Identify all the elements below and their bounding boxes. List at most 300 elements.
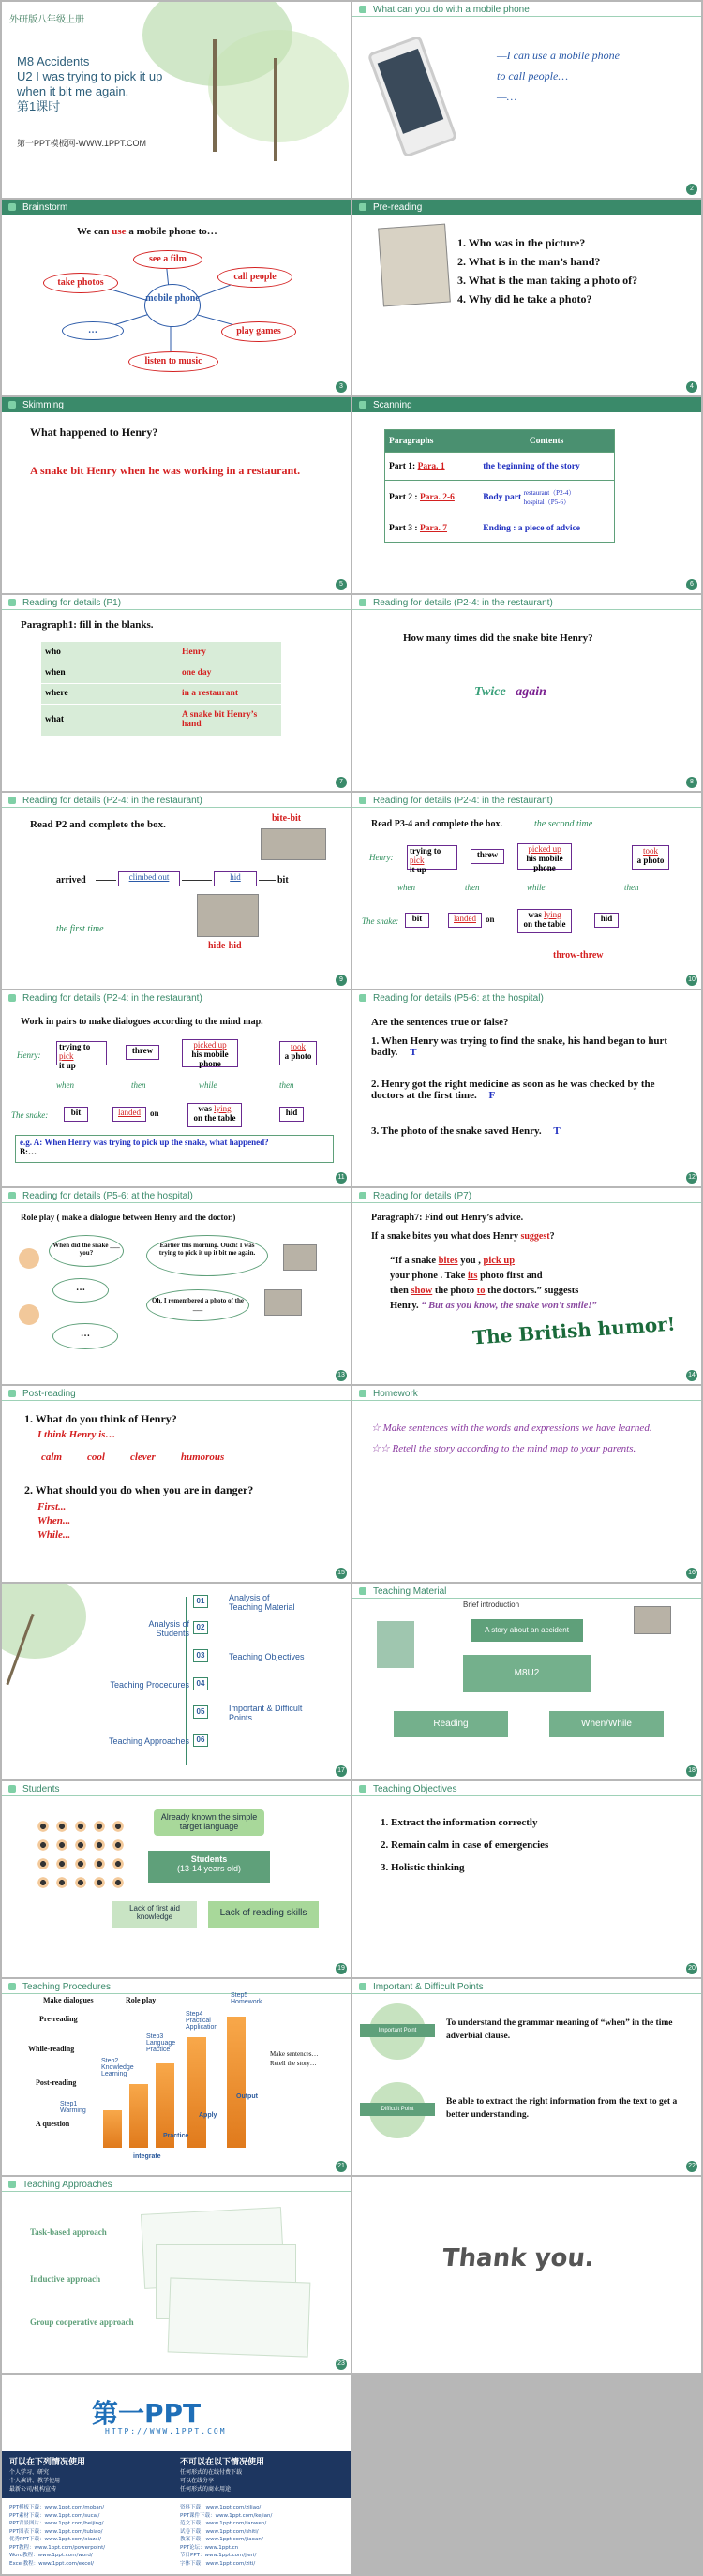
blank-took: took xyxy=(642,846,658,856)
slide-header: Students xyxy=(2,1781,351,1796)
row-value: in a restaurant xyxy=(182,689,238,698)
left-label-5: A question xyxy=(36,2120,70,2128)
man-photo xyxy=(378,224,451,307)
slide-title xyxy=(17,54,162,114)
page-number: 5 xyxy=(336,579,347,590)
homework-list xyxy=(371,1418,681,1459)
difficult-text: Be able to extract the right information from the text to get a better understanding. xyxy=(446,2097,678,2120)
blank-bites: bites xyxy=(438,1256,458,1266)
box-took-photo xyxy=(279,1041,317,1065)
prompt-part-1: We can xyxy=(77,226,112,237)
objective-3: 3. Holistic thinking xyxy=(381,1862,465,1873)
part-label: Part 1: xyxy=(389,461,416,471)
row-value: Henry xyxy=(182,647,206,657)
brief-intro: Brief introduction xyxy=(463,1601,520,1609)
statement-3: 3. The photo of the snake saved Henry. T xyxy=(371,1125,561,1137)
word-on: on xyxy=(150,1109,159,1118)
blank-climbed-out xyxy=(118,871,180,886)
box-hid: hid xyxy=(594,913,619,928)
question: What happened to Henry? xyxy=(30,425,158,439)
arrow xyxy=(259,880,276,881)
slide-header: Reading for details (P2-4: in the restaurant) xyxy=(352,595,701,610)
part-label: Part 2 : xyxy=(389,492,418,502)
num-05: 05 xyxy=(193,1705,208,1719)
part-range: Para. 2-6 xyxy=(419,492,455,502)
thank-you-text: Thank you. xyxy=(441,2244,596,2272)
slide-5-skimming xyxy=(2,397,351,593)
text-a-photo: a photo xyxy=(636,856,665,865)
num-02: 02 xyxy=(193,1621,208,1634)
row-label: when xyxy=(45,668,66,678)
ad-panel xyxy=(2,2375,351,2574)
label-then-2: then xyxy=(279,1080,294,1090)
slide-12-true-false xyxy=(352,990,701,1186)
col-header-contents: Contents xyxy=(529,436,564,446)
slide-4-prereading xyxy=(352,200,701,395)
slide-header: What can you do with a mobile phone xyxy=(352,2,701,17)
page-number: 13 xyxy=(336,1370,347,1381)
question-2: 2. What is in the man’s hand? xyxy=(457,255,601,268)
node-call-people: call people xyxy=(217,267,292,288)
blank-lying: lying xyxy=(214,1104,232,1113)
arrow xyxy=(182,880,212,881)
slide-header: Scanning xyxy=(352,397,701,412)
item-01: Analysis of Teaching Material xyxy=(229,1593,295,1612)
item-05: Important & Difficult Points xyxy=(229,1704,303,1722)
thumb-photo xyxy=(283,1244,317,1271)
books-image xyxy=(377,1621,414,1668)
adj-clever: clever xyxy=(129,1452,156,1463)
footer-credit: 第一PPT模板网-WWW.1PPT.COM xyxy=(17,139,146,148)
slide-8-times xyxy=(352,595,701,791)
answer-3: T xyxy=(553,1125,561,1137)
text-trying: trying to xyxy=(410,846,441,856)
blank-to: to xyxy=(476,1286,486,1296)
question: How many times did the snake bite Henry? xyxy=(403,633,593,644)
box-students xyxy=(148,1851,270,1883)
word-on: on xyxy=(486,915,495,924)
slide-14-advice xyxy=(352,1188,701,1384)
answer-again: again xyxy=(516,685,546,699)
page-number: 14 xyxy=(686,1370,697,1381)
slide-header: Important & Difficult Points xyxy=(352,1979,701,1994)
row-label: who xyxy=(45,647,61,657)
question-list xyxy=(457,233,692,308)
slide-15-post-reading xyxy=(2,1386,351,1582)
step-2-label: Step2 Knowledge Learning xyxy=(101,2058,134,2077)
node-listen-music: listen to music xyxy=(128,351,218,372)
question-1: 1. What do you think of Henry? xyxy=(24,1412,177,1425)
answer-line-3: —… xyxy=(497,90,517,103)
text-it-up: it up xyxy=(410,865,426,874)
prompt-part-2: a mobile phone to… xyxy=(126,226,217,237)
statements xyxy=(371,1035,681,1137)
title-line-3: when it bit me again. xyxy=(17,84,129,98)
num-04: 04 xyxy=(193,1677,208,1690)
title-line-4: 第1课时 xyxy=(17,99,61,113)
slide-header: Teaching Procedures xyxy=(2,1979,351,1994)
slide-header: Reading for details (P2-4: in the restaurant) xyxy=(352,793,701,808)
scanning-table xyxy=(384,429,615,543)
slide-18-material xyxy=(352,1584,701,1779)
example-question: e.g. A: When Henry was trying to pick up the snake, what happened? xyxy=(20,1138,269,1147)
blank-lying: lying xyxy=(544,910,561,919)
row-value: one day xyxy=(182,668,212,678)
question-2: 2. What should you do when you are in danger? xyxy=(24,1483,254,1496)
note-restaurant: restaurant（P2-4） xyxy=(523,488,576,497)
approach-1: Task-based approach xyxy=(30,2227,107,2237)
blank-text: hid xyxy=(230,872,241,882)
example-answer: B:… xyxy=(20,1147,37,1156)
page-number: 10 xyxy=(686,975,697,986)
blank-show: show xyxy=(411,1286,433,1296)
box-was-lying xyxy=(187,1103,242,1127)
slide-24-thanks xyxy=(352,2177,701,2373)
students-age: (13-14 years old) xyxy=(176,1864,242,1873)
difficult-badge: Difficult Point xyxy=(360,2103,435,2116)
box-threw: threw xyxy=(471,849,504,864)
question: If a snake bites you what does Henry suggest? xyxy=(371,1231,555,1242)
node-when-while: When/While xyxy=(549,1711,664,1737)
blank-landed: landed xyxy=(454,914,476,923)
step-4-label: Step4 Practical Application xyxy=(186,2011,218,2031)
row-label: where xyxy=(45,689,68,698)
step-bar-1 xyxy=(103,2110,122,2148)
side-note-2: Retell the story… xyxy=(270,2060,317,2067)
node-see-film: see a film xyxy=(133,250,202,269)
slide-13-role-play xyxy=(2,1188,351,1384)
verb-throw: throw-threw xyxy=(553,950,604,960)
side-note-1: Make sentences… xyxy=(270,2050,319,2058)
page-number: 2 xyxy=(686,184,697,195)
page-number: 3 xyxy=(336,381,347,393)
step-bar-5 xyxy=(227,2017,246,2148)
page-number: 21 xyxy=(336,2161,347,2172)
book-tag: 外研版八年级上册 xyxy=(9,15,84,25)
slide-23-approaches xyxy=(2,2177,351,2373)
left-label-1: Make dialogues xyxy=(43,1996,94,2004)
advice-text: “If a snake bites you , pick up your phone . Take its photo first and then show the photo to the doctors.” suggests Henry. “ But as you know, the snake won’t smile!” xyxy=(390,1256,597,1311)
row-label: what xyxy=(45,715,65,725)
adj-humorous: humorous xyxy=(180,1452,225,1463)
left-label-3: While-reading xyxy=(28,2045,75,2053)
slide-header: Reading for details (P5-6: at the hospital) xyxy=(2,1188,351,1203)
slide-header: Brainstorm xyxy=(2,200,351,215)
ad-url: HTTP://WWW.1PPT.COM xyxy=(105,2427,227,2435)
caption-first-time: the first time xyxy=(56,924,104,934)
slide-header: Homework xyxy=(352,1386,701,1401)
label-snake: The snake: xyxy=(11,1110,49,1120)
slide-21-procedures xyxy=(2,1979,351,2175)
num-01: 01 xyxy=(193,1595,208,1608)
text-was: was xyxy=(198,1104,212,1113)
node-play-games: play games xyxy=(221,321,296,342)
label-then-2: then xyxy=(624,883,639,892)
box-reading-skills: Lack of reading skills xyxy=(208,1901,319,1928)
henry-avatar xyxy=(19,1248,39,1269)
verb-bite: bite-bit xyxy=(272,813,302,824)
box-picked-up xyxy=(517,843,572,870)
item-06: Teaching Approaches xyxy=(108,1736,189,1746)
blank-text: climbed out xyxy=(128,872,170,882)
center-node: mobile phone xyxy=(144,284,201,327)
slide-17-contents xyxy=(2,1584,351,1779)
homework-1: ☆ Make sentences with the words and expressions we have learned. xyxy=(371,1422,652,1434)
text-his-phone: his mobile phone xyxy=(526,854,563,872)
question-1: 1. Who was in the picture? xyxy=(457,236,586,249)
slide-header: Pre-reading xyxy=(352,200,701,215)
text-on-table: on the table xyxy=(193,1113,236,1123)
example-box xyxy=(15,1135,334,1163)
page-number: 15 xyxy=(336,1568,347,1579)
part-content: Ending : a piece of advice xyxy=(483,523,580,533)
ad-can-title: 可以在下列情况使用 xyxy=(9,2458,86,2467)
page-number: 6 xyxy=(686,579,697,590)
step-5-label: Step5 Homework xyxy=(231,1992,262,2005)
slide-header: Teaching Material xyxy=(352,1584,701,1599)
page-number: 8 xyxy=(686,777,697,788)
bubble-4: Oh, I remembered a photo of the ___ xyxy=(146,1289,249,1321)
page-number: 20 xyxy=(686,1963,697,1974)
answer-1: I think Henry is… xyxy=(37,1429,116,1440)
label-while: while xyxy=(199,1080,217,1090)
part-range: Para. 1 xyxy=(417,461,445,471)
item-02: Analysis of Students xyxy=(148,1619,189,1638)
box-first-aid: Lack of first aid knowledge xyxy=(112,1901,197,1928)
prompt-keyword: use xyxy=(112,226,127,237)
bubble-2: Earlier this morning. Ouch! I was trying to pick it up it bit me again. xyxy=(146,1235,268,1276)
students-icons xyxy=(34,1817,127,1892)
thumb-slide-3 xyxy=(168,2277,311,2357)
node-m8u2: M8U2 xyxy=(463,1655,591,1692)
node-story: A story about an accident xyxy=(471,1619,583,1642)
approach-2: Inductive approach xyxy=(30,2274,101,2284)
slide-22-points xyxy=(352,1979,701,2175)
homework-2: ☆☆ Retell the story according to the mind map to your parents. xyxy=(371,1443,636,1454)
label-snake: The snake: xyxy=(362,916,399,926)
page-number: 9 xyxy=(336,975,347,986)
blanks-table xyxy=(41,642,281,736)
blank-pick-up: pick up xyxy=(483,1256,516,1266)
statement-2: 2. Henry got the right medicine as soon as he was checked by the doctors at the first time. F xyxy=(371,1079,655,1101)
page-number: 7 xyxy=(336,777,347,788)
answer-line-2: to call people… xyxy=(497,69,568,82)
answer-text xyxy=(497,45,620,107)
label-henry: Henry: xyxy=(17,1050,41,1060)
answer xyxy=(474,685,546,700)
step-1-label: Step1 Warming xyxy=(60,2101,86,2114)
step-bar-2 xyxy=(129,2084,148,2148)
left-label-4: Post-reading xyxy=(36,2078,77,2087)
objectives-list xyxy=(381,1811,548,1879)
box-bit: bit xyxy=(405,913,429,928)
slide-header: Reading for details (P1) xyxy=(2,595,351,610)
page-number: 12 xyxy=(686,1172,697,1184)
slide-11-dialogues xyxy=(2,990,351,1186)
box-bit: bit xyxy=(64,1107,88,1122)
part-label: Part 3 : xyxy=(389,523,418,533)
instruction: Read P2 and complete the box. xyxy=(30,819,166,830)
approach-3: Group cooperative approach xyxy=(30,2317,134,2327)
box-picked-up xyxy=(182,1039,238,1067)
box-trying-pick xyxy=(56,1041,107,1070)
caption-second-time: the second time xyxy=(534,819,593,829)
bubble-3: … xyxy=(52,1278,109,1303)
box-was-lying xyxy=(517,909,572,933)
node-blank: … xyxy=(62,321,124,340)
answer-2: First... When... While... xyxy=(37,1501,71,1541)
humor-quote: “ But as you know, the snake won’t smile!” xyxy=(421,1301,597,1311)
page-number: 17 xyxy=(336,1765,347,1777)
blank-landed: landed xyxy=(118,1108,141,1117)
doctor-avatar xyxy=(19,1304,39,1325)
answer-2: F xyxy=(488,1090,496,1101)
role-play-label: Role play xyxy=(126,1996,157,2004)
blank-picked-up: picked up xyxy=(528,844,561,854)
box-landed xyxy=(448,913,482,928)
question-3: 3. What is the man taking a photo of? xyxy=(457,274,638,287)
instruction: Paragraph1: fill in the blanks. xyxy=(21,619,154,631)
slide-header: Reading for details (P2-4: in the restaurant) xyxy=(2,793,351,808)
slide-19-students xyxy=(2,1781,351,1977)
students-title: Students xyxy=(190,1854,228,1864)
slide-16-homework xyxy=(352,1386,701,1582)
slide-10-p3-4 xyxy=(352,793,701,989)
page-number: 4 xyxy=(686,381,697,393)
page-number: 11 xyxy=(336,1172,347,1184)
item-03: Teaching Objectives xyxy=(229,1652,305,1661)
box-landed xyxy=(112,1107,146,1122)
slide-9-p2 xyxy=(2,793,351,989)
page-number: 18 xyxy=(686,1765,697,1777)
slide-header: Reading for details (P5-6: at the hospital) xyxy=(352,990,701,1005)
bubble-1: When did the snake ___ you? xyxy=(49,1235,124,1267)
answer-twice: Twice xyxy=(474,685,506,699)
slide-20-objectives xyxy=(352,1781,701,1977)
text-his-phone: his mobile phone xyxy=(191,1050,229,1068)
item-04: Teaching Procedures xyxy=(110,1680,189,1690)
objective-2: 2. Remain calm in case of emergencies xyxy=(381,1839,549,1851)
text-was: was xyxy=(528,910,542,919)
blank-took: took xyxy=(290,1042,306,1051)
keyword-suggest: suggest xyxy=(520,1231,550,1242)
box-known: Already known the simple target language xyxy=(154,1809,264,1836)
col-header-paragraphs: Paragraphs xyxy=(389,436,434,446)
hiding-photo xyxy=(197,894,259,937)
objective-1: 1. Extract the information correctly xyxy=(381,1817,538,1828)
page-number: 22 xyxy=(686,2161,697,2172)
slide-header: Teaching Objectives xyxy=(352,1781,701,1796)
num-06: 06 xyxy=(193,1734,208,1747)
part-content: the beginning of the story xyxy=(483,461,580,471)
answer-line-1: —I can use a mobile phone xyxy=(497,49,620,62)
blank-pick: pick xyxy=(410,856,425,865)
node-reading: Reading xyxy=(394,1711,508,1737)
num-03: 03 xyxy=(193,1649,208,1662)
mobile-phone-image xyxy=(367,35,458,157)
question: Are the sentences true or false? xyxy=(371,1017,509,1028)
adj-calm: calm xyxy=(41,1452,62,1463)
important-badge: Important Point xyxy=(360,2024,435,2037)
page-number: 19 xyxy=(336,1963,347,1974)
blank-pick: pick xyxy=(59,1051,74,1061)
important-text: To understand the grammar meaning of “when” in the time adverbial clause. xyxy=(446,2018,673,2041)
part-content: Body part xyxy=(483,492,522,502)
ad-can-list: 个人学习、研究 个人演讲、教学使用 最新公司/机构宣传 xyxy=(9,2469,61,2493)
box-hid: hid xyxy=(279,1107,304,1122)
text-it-up: it up xyxy=(59,1061,76,1070)
blank-its: its xyxy=(467,1271,478,1281)
instruction: Role play ( make a dialogue between Henry and the doctor.) xyxy=(21,1213,236,1222)
instruction: Read P3-4 and complete the box. xyxy=(371,819,502,829)
snake-photo xyxy=(261,828,326,860)
arrow xyxy=(96,880,116,881)
slide-header: Post-reading xyxy=(2,1386,351,1401)
page-number: 23 xyxy=(336,2359,347,2370)
adjectives xyxy=(41,1452,224,1463)
slide-header: Skimming xyxy=(2,397,351,412)
box-trying-pick xyxy=(407,845,457,874)
slide-header: Teaching Approaches xyxy=(2,2177,351,2192)
ad-cannot-title: 不可以在以下情况使用 xyxy=(180,2458,265,2467)
part-range: Para. 7 xyxy=(419,523,448,533)
step-bar-4 xyxy=(187,2037,206,2148)
text-a-photo: a photo xyxy=(284,1051,312,1061)
bubble-5: … xyxy=(52,1323,118,1349)
verb-hide: hide-hid xyxy=(208,941,242,951)
bottom-label-1: integrate xyxy=(133,2153,161,2160)
row-value: A snake bit Henry’s hand xyxy=(182,710,258,730)
ad-links-right[interactable]: 资料下载：www.1ppt.com/ziliao/ PPT课件下载：www.1ppt.com/kejian/ 范文下载：www.1ppt.com/fanwen/ 试卷下载：www.1ppt.com/shiti/ 教案下载：www.1ppt.com/jiaoan/ PPT论坛：www.1ppt.cn 节日PPT：www.1ppt.com/jieri/ 字体下载：www.1ppt.com/ziti/ xyxy=(180,2505,273,2567)
bottom-label-2: Practice xyxy=(163,2133,189,2139)
text-trying: trying to xyxy=(59,1042,91,1051)
title-line-2: U2 I was trying to pick it up xyxy=(17,69,163,83)
slide-7-p1 xyxy=(2,595,351,791)
box-threw: threw xyxy=(126,1045,159,1060)
label-then: then xyxy=(131,1080,146,1090)
slide-3-brainstorm xyxy=(2,200,351,395)
label-when: when xyxy=(56,1080,74,1090)
bottom-label-3: Apply xyxy=(199,2112,217,2119)
instruction: Paragraph7: Find out Henry’s advice. xyxy=(371,1213,524,1223)
slide-1-title xyxy=(2,2,351,198)
step-3-label: Step3 Language Practice xyxy=(146,2033,176,2053)
story-thumb xyxy=(634,1606,671,1634)
title-line-1: M8 Accidents xyxy=(17,54,90,68)
note-hospital: hospital（P5-6） xyxy=(523,498,570,506)
ad-links-left[interactable]: PPT模板下载：www.1ppt.com/moban/ PPT素材下载：www.1ppt.com/sucai/ PPT背景图片：www.1ppt.com/beijing/ PPT图表下载：www.1ppt.com/tubiao/ 优秀PPT下载：www.1ppt.com/xiazai/ PPT教程：www.1ppt.com/powerpoint/ Word教程：www.1ppt.com/word/ Excel教程：www.1ppt.com/excel/ xyxy=(9,2505,106,2567)
label-while: while xyxy=(527,883,546,892)
bottom-label-4: Output xyxy=(236,2093,258,2100)
thumb-photo xyxy=(264,1289,302,1316)
word-bit: bit xyxy=(277,875,289,886)
answer-1: T xyxy=(410,1047,417,1058)
ad-logo: 第一PPT xyxy=(92,2398,202,2429)
slide-header: Reading for details (P2-4: in the restaurant) xyxy=(2,990,351,1005)
blank-picked-up: picked up xyxy=(193,1040,227,1050)
slide-header: Reading for details (P7) xyxy=(352,1188,701,1203)
label-when: when xyxy=(397,883,415,892)
node-take-photos: take photos xyxy=(43,273,118,293)
ad-cannot-list: 任何形式的在线付费下载 可以在线分享 任何形式的商业用途 xyxy=(180,2469,243,2493)
statement-1: 1. When Henry was trying to find the snake, his hand began to hurt badly. T xyxy=(371,1035,668,1058)
slide-2 xyxy=(352,2,701,198)
adj-cool: cool xyxy=(87,1452,105,1463)
blank-hid xyxy=(214,871,257,886)
label-henry: Henry: xyxy=(369,853,394,862)
word-arrived: arrived xyxy=(56,875,86,886)
box-took-photo xyxy=(632,845,669,870)
